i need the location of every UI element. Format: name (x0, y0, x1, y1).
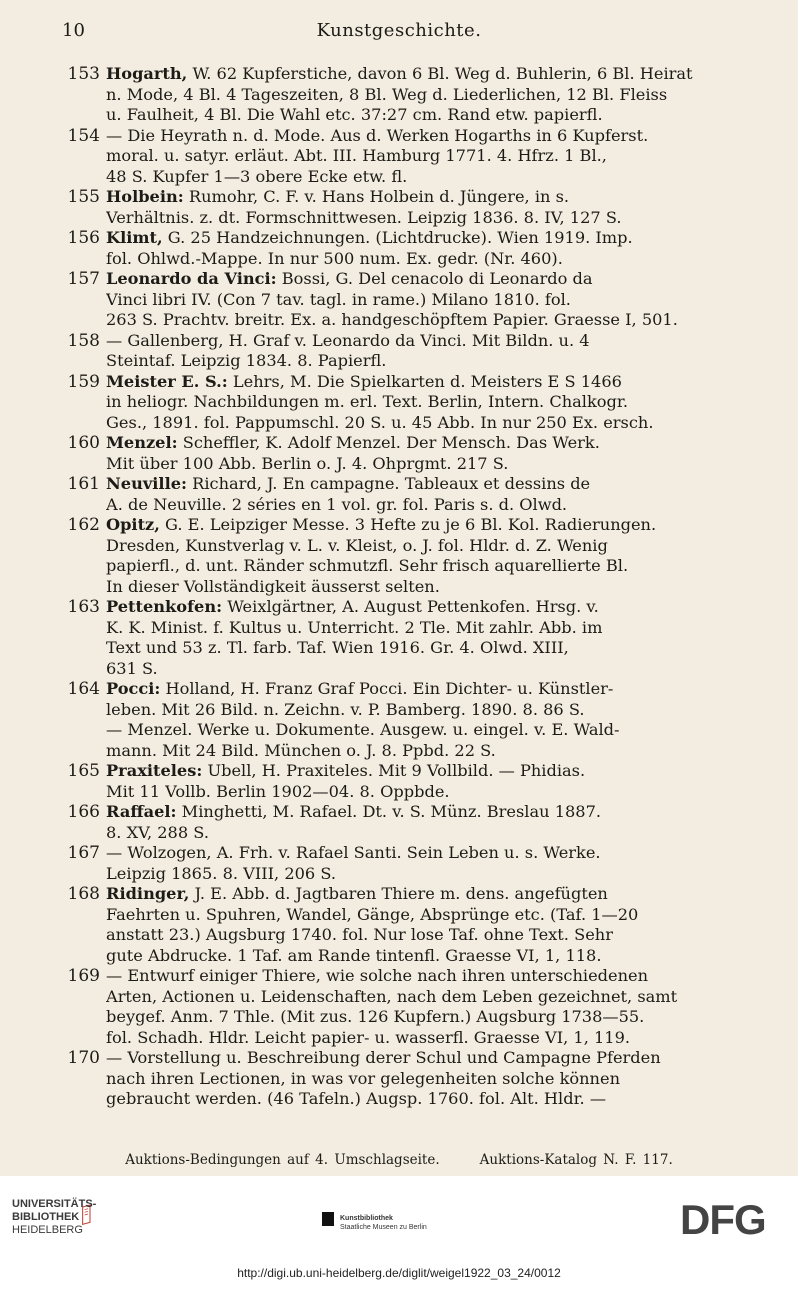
entry-text: 631 S. (106, 658, 158, 678)
entry-line (106, 925, 728, 946)
catalog-entry (58, 1048, 728, 1110)
entry-line (106, 1069, 728, 1090)
entry-line (106, 1028, 728, 1049)
catalog-entry (58, 843, 728, 884)
entry-text: u. Faulheit, 4 Bl. Die Wahl etc. 37:27 cm. Rand etw. papierfl. (106, 105, 603, 124)
entry-text: Bossi, G. Del cenacolo di Leonardo da (276, 269, 593, 288)
entry-line (106, 228, 728, 249)
catalog-entry (58, 228, 728, 269)
entry-line (106, 679, 728, 700)
entry-text: gute Abdrucke. 1 Taf. am Rande tintenfl. Graesse VI, 1, 118. (106, 945, 602, 965)
entry-line (106, 454, 728, 475)
entry-line (106, 864, 728, 885)
entry-text: Rumohr, C. F. v. Hans Holbein d. Jüngere, in s. (183, 187, 570, 206)
kunstbibliothek-name[interactable] (340, 1214, 427, 1232)
kunst-line-2: Staatliche Museen zu Berlin (340, 1224, 427, 1231)
entry-text: W. 62 Kupferstiche, davon 6 Bl. Weg d. Buhlerin, 6 Bl. Heirat (187, 64, 693, 83)
entry-text: — Die Heyrath n. d. Mode. Aus d. Werken Hogarths in 6 Kupferst. (106, 125, 649, 145)
entry-text: 48 S. Kupfer 1—3 obere Ecke etw. fl. (106, 166, 408, 186)
footer-conditions: Auktions-Bedingungen auf 4. Umschlagseite. (125, 1152, 440, 1168)
entry-text: Leipzig 1865. 8. VIII, 206 S. (106, 863, 337, 883)
entry-line (106, 208, 728, 229)
catalog-entry (58, 597, 728, 679)
entry-text: leben. Mit 26 Bild. n. Zeichn. v. P. Bamberg. 1890. 8. 86 S. (106, 699, 585, 719)
university-library-name[interactable] (12, 1198, 96, 1237)
page-heading: Kunstgeschichte. (316, 20, 482, 41)
entry-line (106, 556, 728, 577)
entry-line (106, 64, 728, 85)
entry-text: Arten, Actionen u. Leidenschaften, nach dem Leben gezeichnet, samt (106, 986, 678, 1006)
kunstbibliothek-logo-icon (322, 1212, 334, 1226)
entry-subject: Pettenkofen: (106, 597, 223, 616)
catalog-entry (58, 474, 728, 515)
catalog-entry (58, 679, 728, 761)
entry-text: Steintaf. Leipzig 1834. 8. Papierfl. (106, 351, 387, 370)
entry-text: G. 25 Handzeichnungen. (Lichtdrucke). Wien 1919. Imp. (162, 228, 633, 247)
entry-subject: Neuville: (106, 474, 187, 493)
entry-text: in heliogr. Nachbildungen m. erl. Text. Berlin, Intern. Chalkogr. (106, 392, 628, 411)
entry-text: beygef. Anm. 7 Thle. (Mit zus. 126 Kupfern.) Augsburg 1738—55. (106, 1007, 645, 1026)
dfg-logo[interactable]: DFG (680, 1196, 766, 1243)
entry-line (106, 392, 728, 413)
entry-text: Dresden, Kunstverlag v. L. v. Kleist, o. J. fol. Hldr. d. Z. Wenig (106, 535, 608, 555)
entry-number: 155 (67, 187, 100, 207)
entry-text: Minghetti, M. Rafael. Dt. v. S. Münz. Breslau 1887. (176, 802, 602, 821)
entry-text: 8. XV, 288 S. (106, 822, 209, 842)
entry-text: Weixlgärtner, A. August Pettenkofen. Hrsg. v. (222, 597, 599, 616)
entry-text: Ubell, H. Praxiteles. Mit 9 Vollbild. — Phidias. (202, 761, 586, 780)
entry-subject: Hogarth, (106, 64, 188, 83)
catalog-entry (58, 187, 728, 228)
entry-line (106, 290, 728, 311)
entry-text: In dieser Vollständigkeit äusserst selten. (106, 576, 440, 596)
entry-text: — Gallenberg, H. Graf v. Leonardo da Vinci. Mit Bildn. u. 4 (106, 330, 590, 350)
entry-text: moral. u. satyr. erläut. Abt. III. Hamburg 1771. 4. Hfrz. 1 Bl., (106, 146, 607, 165)
entry-number: 160 (67, 433, 100, 453)
entry-line (106, 105, 728, 126)
entry-text: Text und 53 z. Tl. farb. Taf. Wien 1916. Gr. 4. Olwd. XIII, (106, 638, 569, 657)
entry-text: gebraucht werden. (46 Tafeln.) Augsp. 1760. fol. Alt. Hldr. — (106, 1089, 607, 1108)
entry-subject: Holbein: (106, 187, 184, 206)
entry-number: 154 (67, 125, 100, 146)
uni-name-line-3: HEIDELBERG (12, 1224, 83, 1236)
entry-text: Vinci libri IV. (Con 7 tav. tagl. in rame.) Milano 1810. fol. (106, 289, 571, 309)
entry-number: 158 (67, 330, 100, 351)
entry-text: fol. Schadh. Hldr. Leicht papier- u. wasserfl. Graesse VI, 1, 119. (106, 1027, 631, 1047)
entry-text: Mit über 100 Abb. Berlin o. J. 4. Ohprgmt. 217 S. (106, 453, 509, 473)
entry-subject: Praxiteles: (106, 761, 203, 780)
uni-name-line-1: UNIVERSITÄTS- (12, 1198, 97, 1210)
entry-text: A. de Neuville. 2 séries en 1 vol. gr. fol. Paris s. d. Olwd. (106, 494, 568, 514)
uni-name-line-2: BIBLIOTHEK (12, 1211, 80, 1223)
entry-text: Lehrs, M. Die Spielkarten d. Meisters E S 1466 (227, 371, 622, 391)
entry-line (106, 433, 728, 454)
entry-line (106, 659, 728, 680)
entry-text: — Entwurf einiger Thiere, wie solche nach ihren unterschiedenen (106, 966, 649, 985)
entry-line (106, 782, 728, 803)
entry-line (106, 167, 728, 188)
catalog-entry (58, 331, 728, 372)
entry-text: mann. Mit 24 Bild. München o. J. 8. Ppbd. 22 S. (106, 740, 496, 760)
entry-text: nach ihren Lectionen, in was vor gelegenheiten solche können (106, 1068, 620, 1088)
entry-text: — Vorstellung u. Beschreibung derer Schul und Campagne Pferden (106, 1048, 661, 1067)
catalog-entry (58, 761, 728, 802)
entry-text: papierfl., d. unt. Ränder schmutzfl. Sehr frisch aquarellierte Bl. (106, 556, 629, 575)
catalog-entry (58, 884, 728, 966)
entry-line (106, 843, 728, 864)
entry-number: 168 (67, 884, 100, 904)
entry-text: J. E. Abb. d. Jagtbaren Thiere m. dens. angefügten (189, 884, 608, 903)
entry-line (106, 536, 728, 557)
entry-line (106, 126, 728, 147)
entry-subject: Raffael: (106, 802, 177, 821)
entry-line (106, 720, 728, 741)
catalog-entry (58, 515, 728, 597)
entry-subject: Menzel: (106, 433, 178, 452)
entry-line (106, 310, 728, 331)
entry-line (106, 638, 728, 659)
entry-text: Faehrten u. Spuhren, Wandel, Gänge, Absprünge etc. (Taf. 1—20 (106, 904, 639, 924)
entry-line (106, 249, 728, 270)
entry-number: 157 (67, 269, 100, 289)
footer-catalog: Auktions-Katalog N. F. 117. (479, 1152, 673, 1168)
entry-number: 163 (67, 597, 100, 617)
entry-line (106, 269, 728, 290)
entry-line (106, 946, 728, 967)
permalink-url[interactable]: http://digi.ub.uni-heidelberg.de/diglit/weigel1922_03_24/0012 (237, 1266, 561, 1280)
entry-line (106, 187, 728, 208)
entry-line (106, 700, 728, 721)
entry-line (106, 474, 728, 495)
entry-line (106, 495, 728, 516)
entry-line (106, 146, 728, 167)
catalog-entry (58, 126, 728, 188)
kunst-line-1: Kunstbibliothek (340, 1215, 393, 1222)
entry-line (106, 413, 728, 434)
catalog-entry (58, 372, 728, 434)
entry-number: 161 (67, 474, 100, 494)
entry-subject: Leonardo da Vinci: (106, 269, 277, 288)
entry-text: G. E. Leipziger Messe. 3 Hefte zu je 6 Bl. Kol. Radierungen. (159, 515, 657, 534)
entry-subject: Ridinger, (106, 884, 190, 903)
entry-text: Holland, H. Franz Graf Pocci. Ein Dichter- u. Künstler- (160, 679, 614, 698)
entry-text: fol. Ohlwd.-Mappe. In nur 500 num. Ex. gedr. (Nr. 460). (106, 248, 563, 268)
entry-text: anstatt 23.) Augsburg 1740. fol. Nur lose Taf. ohne Text. Sehr (106, 925, 613, 944)
entry-number: 159 (67, 371, 100, 392)
entry-line (106, 884, 728, 905)
entry-subject: Klimt, (106, 228, 163, 247)
catalog-entry (58, 64, 728, 126)
entry-number: 162 (67, 515, 100, 535)
entry-line (106, 1048, 728, 1069)
entry-number: 156 (67, 228, 100, 248)
catalog-entry (58, 269, 728, 331)
entry-line (106, 85, 728, 106)
entry-number: 164 (67, 679, 100, 699)
entry-text: Scheffler, K. Adolf Menzel. Der Mensch. Das Werk. (177, 433, 600, 452)
entry-line (106, 577, 728, 598)
entry-text: — Menzel. Werke u. Dokumente. Ausgew. u. eingel. v. E. Wald- (106, 720, 620, 739)
entry-text: K. K. Minist. f. Kultus u. Unterricht. 2 Tle. Mit zahlr. Abb. im (106, 617, 603, 637)
entry-number: 166 (67, 802, 100, 822)
entry-line (106, 987, 728, 1008)
entry-text: Richard, J. En campagne. Tableaux et dessins de (187, 474, 591, 493)
entry-line (106, 966, 728, 987)
catalog-entry (58, 966, 728, 1048)
entry-line (106, 372, 728, 393)
entry-line (106, 1007, 728, 1028)
entry-line (106, 597, 728, 618)
entry-subject: Pocci: (106, 679, 161, 698)
entry-text: Mit 11 Vollb. Berlin 1902—04. 8. Oppbde. (106, 781, 450, 801)
entry-line (106, 515, 728, 536)
entry-number: 169 (67, 966, 100, 986)
entry-text: Verhältnis. z. dt. Formschnittwesen. Leipzig 1836. 8. IV, 127 S. (106, 207, 622, 227)
entry-list (58, 64, 728, 1110)
catalog-entry (58, 433, 728, 474)
entry-line (106, 823, 728, 844)
entry-line (106, 761, 728, 782)
entry-line (106, 351, 728, 372)
entry-number: 170 (67, 1048, 100, 1068)
page-footer (0, 1152, 798, 1168)
entry-subject: Meister E. S.: (106, 371, 228, 391)
entry-line (106, 741, 728, 762)
entry-subject: Opitz, (106, 515, 160, 534)
entry-number: 153 (67, 64, 100, 84)
entry-line (106, 618, 728, 639)
entry-text: 263 S. Prachtv. breitr. Ex. a. handgeschöpftem Papier. Graesse I, 501. (106, 310, 678, 329)
entry-text: Ges., 1891. fol. Pappumschl. 20 S. u. 45 Abb. In nur 250 Ex. ersch. (106, 412, 654, 432)
entry-text: n. Mode, 4 Bl. 4 Tageszeiten, 8 Bl. Weg d. Liederlichen, 12 Bl. Fleiss (106, 84, 668, 104)
entry-line (106, 802, 728, 823)
entry-number: 167 (67, 843, 100, 863)
entry-text: — Wolzogen, A. Frh. v. Rafael Santi. Sein Leben u. s. Werke. (106, 843, 601, 862)
entry-line (106, 331, 728, 352)
entry-line (106, 905, 728, 926)
catalog-entry (58, 802, 728, 843)
entry-line (106, 1089, 728, 1110)
entry-number: 165 (67, 761, 100, 781)
page-number: 10 (62, 20, 85, 41)
